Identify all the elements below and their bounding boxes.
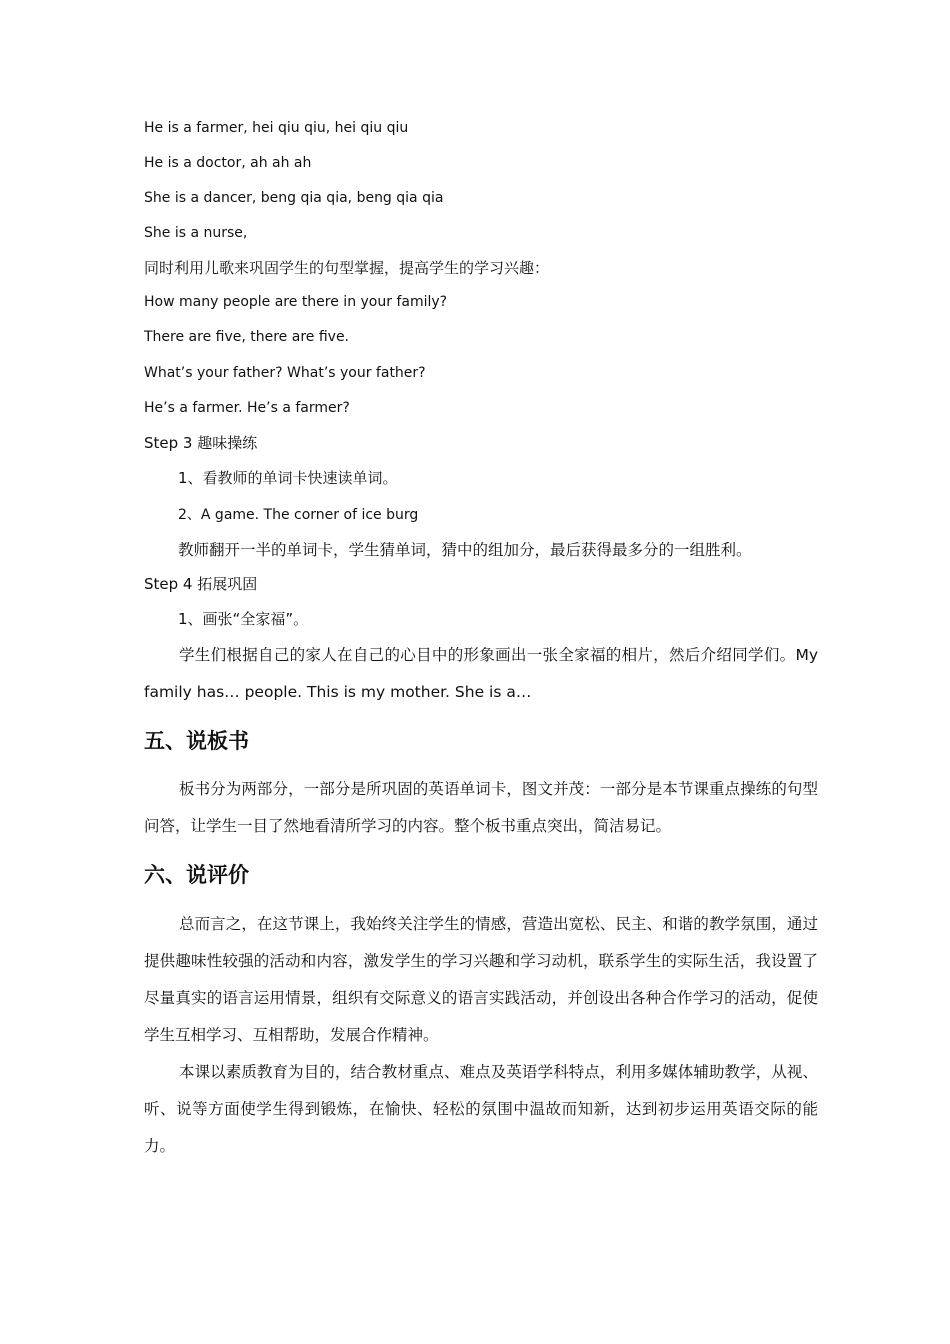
step3-title: Step 3 趣味操练	[144, 434, 258, 452]
section6-heading: 六、说评价	[144, 863, 249, 887]
song-line-1: He is a farmer, hei qiu qiu, hei qiu qiu	[144, 120, 409, 136]
song-line-3: She is a dancer, beng qia qia, beng qia qia	[144, 190, 444, 206]
song-line-4: She is a nurse,	[144, 225, 248, 241]
step3-item-2: 2、A game. The corner of ice burg	[178, 507, 419, 523]
section6-paragraph-2: 本课以素质教育为目的，结合教材重点、难点及英语学科特点，利用多媒体辅助教学，从视、听、说等方面使学生得到锻炼，在愉快、轻松的氛围中温故而知新，达到初步运用英语交际的能力。	[144, 1063, 818, 1155]
step4-title: Step 4 拓展巩固	[144, 575, 258, 593]
chant-line-4: He’s a farmer. He’s a farmer?	[144, 400, 350, 416]
step4-description: 学生们根据自己的家人在自己的心目中的形象画出一张全家福的相片，然后介绍同学们。My family has… people. This is my mother. She is a…	[144, 646, 818, 701]
chant-line-2: There are five, there are five.	[144, 329, 350, 345]
section5-heading: 五、说板书	[144, 729, 249, 753]
section6-paragraph-1: 总而言之，在这节课上，我始终关注学生的情感，营造出宽松、民主、和谐的教学氛围，通过提供趣味性较强的活动和内容，激发学生的学习兴趣和学习动机，联系学生的实际生活，我设置了尽量真实的语言运用情景，组织有交际意义的语言实践活动，并创设出各种合作学习的活动，促使学生互相学习、互相帮助，发展合作精神。	[144, 915, 818, 1044]
song-line-2: He is a doctor, ah ah ah	[144, 155, 312, 171]
step3-description: 教师翻开一半的单词卡，学生猜单词，猜中的组加分，最后获得最多分的一组胜利。	[178, 541, 752, 559]
step3-item-1: 1、看教师的单词卡快速读单词。	[178, 469, 398, 487]
step4-item-1: 1、画张“全家福”。	[178, 610, 309, 628]
chant-intro: 同时利用儿歌来巩固学生的句型掌握，提高学生的学习兴趣：	[144, 259, 550, 277]
chant-line-1: How many people are there in your family?	[144, 294, 448, 310]
section5-paragraph: 板书分为两部分，一部分是所巩固的英语单词卡，图文并茂：一部分是本节课重点操练的句型问答，让学生一目了然地看清所学习的内容。整个板书重点突出，简洁易记。	[144, 780, 818, 835]
chant-line-3: What’s your father? What’s your father?	[144, 365, 426, 381]
